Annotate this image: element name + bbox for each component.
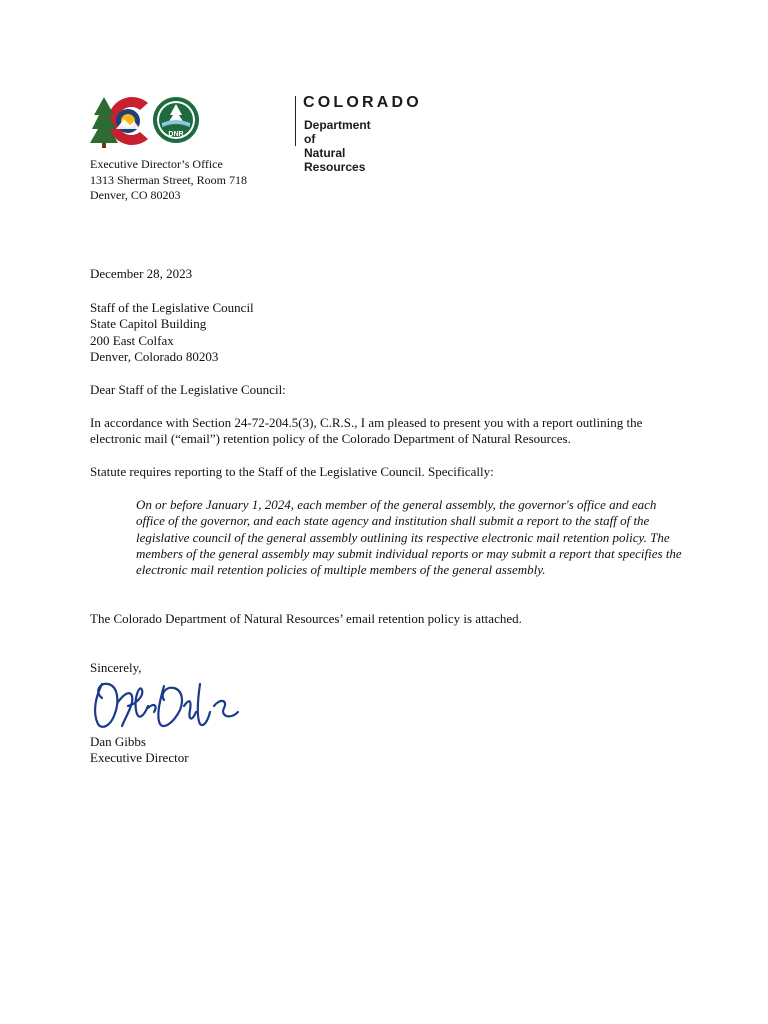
statute-quote: On or before January 1, 2024, each member of the general assembly, the governor's office and each office of the governor, and each state agency and institution shall submit a report to the staff of the legislative council of the general assembly outlining its respective electronic mail retention policy. The members of the general assembly may submit individual reports or may submit a report that specifies the electronic mail retention policies of multiple members of the general assembly. [136,497,682,578]
department-name [304,118,371,174]
office-address-line-1: Executive Director’s Office [90,157,223,171]
state-wordmark: COLORADO [303,94,422,111]
svg-text:DNR: DNR [168,131,184,138]
letter-date: December 28, 2023 [90,266,193,281]
signer-name: Dan Gibbs [90,734,146,749]
recipient-line-3: 200 East Colfax [90,332,174,348]
logo-divider [295,96,296,146]
dnr-seal-icon [153,97,199,143]
body-paragraph-1: In accordance with Section 24-72-204.5(3), C.R.S., I am pleased to present you with a report outlining the electronic mail (“email”) retention policy of the Colorado Department of Natural Resources. [90,415,643,447]
department-line-2: Natural Resources [304,146,366,174]
office-address-line-3: Denver, CO 80203 [90,188,181,202]
office-address-line-2: 1313 Sherman Street, Room 718 [90,172,247,187]
recipient-address [90,300,254,366]
colorado-dnr-logo-mark [90,93,290,149]
signature-image [88,676,248,734]
recipient-line-2: State Capitol Building [90,316,207,332]
recipient-line-1: Staff of the Legislative Council [90,300,254,315]
signer-block [90,734,189,767]
salutation: Dear Staff of the Legislative Council: [90,382,286,397]
signer-title: Executive Director [90,750,189,766]
office-address [90,157,247,204]
body-paragraph-2: Statute requires reporting to the Staff of the Legislative Council. Specifically: [90,464,494,479]
body-paragraph-3: The Colorado Department of Natural Resources’ email retention policy is attached. [90,611,522,626]
closing: Sincerely, [90,660,142,675]
department-line-1: Department of [304,118,371,146]
recipient-line-4: Denver, Colorado 80203 [90,349,219,365]
